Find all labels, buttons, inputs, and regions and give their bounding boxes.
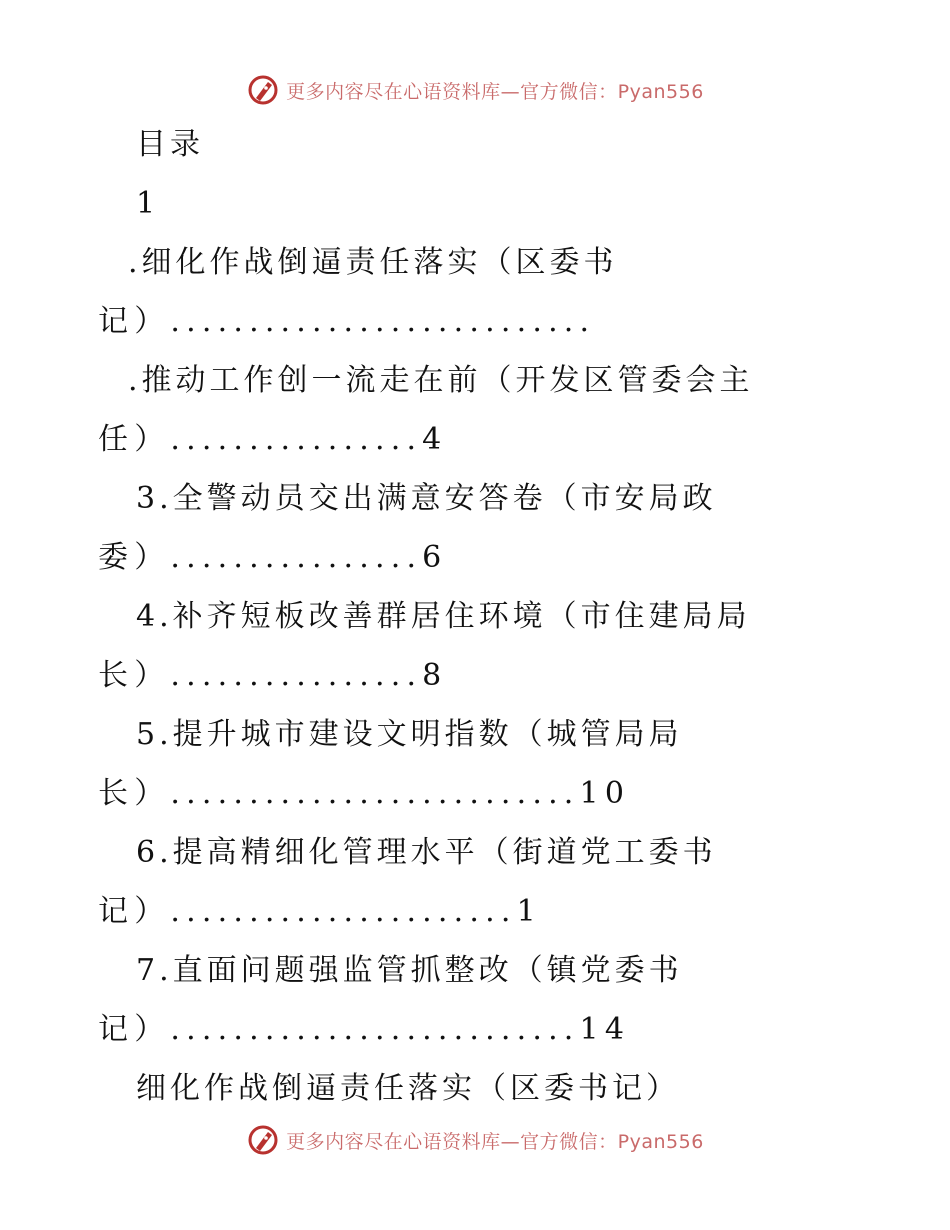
toc-entry-leader: 委）................6 xyxy=(98,540,448,575)
watermark-inner xyxy=(246,1123,704,1157)
toc-entry-leader: 记）........................... xyxy=(98,304,596,339)
toc-heading: 目录 xyxy=(136,127,204,162)
toc-entry-title: 4.补齐短板改善群居住环境（市住建局局 xyxy=(136,599,751,634)
toc-entry-title: 7.直面问题强监管抓整改（镇党委书 xyxy=(136,953,683,988)
toc-entry-leader: 记）......................1 xyxy=(98,894,542,929)
toc-line: 1 xyxy=(136,186,160,221)
watermark-banner-top xyxy=(0,70,950,110)
watermark-text: 更多内容尽在心语资料库—官方微信：Pyan556 xyxy=(286,1130,704,1153)
toc-entry-leader: 任）................4 xyxy=(98,422,448,457)
toc-entry-title: 5.提升城市建设文明指数（城管局局 xyxy=(136,717,683,752)
toc-entry-title: .细化作战倒逼责任落实（区委书 xyxy=(128,245,618,280)
pen-nib-circle-icon xyxy=(246,1123,280,1157)
toc-entry-leader: 长）..........................10 xyxy=(98,776,631,811)
toc-entry-leader: 长）................8 xyxy=(98,658,448,693)
pen-nib-circle-icon xyxy=(246,73,280,107)
watermark-text: 更多内容尽在心语资料库—官方微信：Pyan556 xyxy=(286,80,704,103)
toc-entry-title: 3.全警动员交出满意安答卷（市安局政 xyxy=(136,481,717,516)
toc-entry-title: .推动工作创一流走在前（开发区管委会主 xyxy=(128,363,754,398)
toc-entry-leader: 记）..........................14 xyxy=(98,1012,631,1047)
watermark-inner xyxy=(246,73,704,107)
toc-entry-title: 6.提高精细化管理水平（街道党工委书 xyxy=(136,835,717,870)
section-heading: 细化作战倒逼责任落实（区委书记） xyxy=(136,1071,680,1106)
watermark-banner-bottom xyxy=(0,1120,950,1160)
